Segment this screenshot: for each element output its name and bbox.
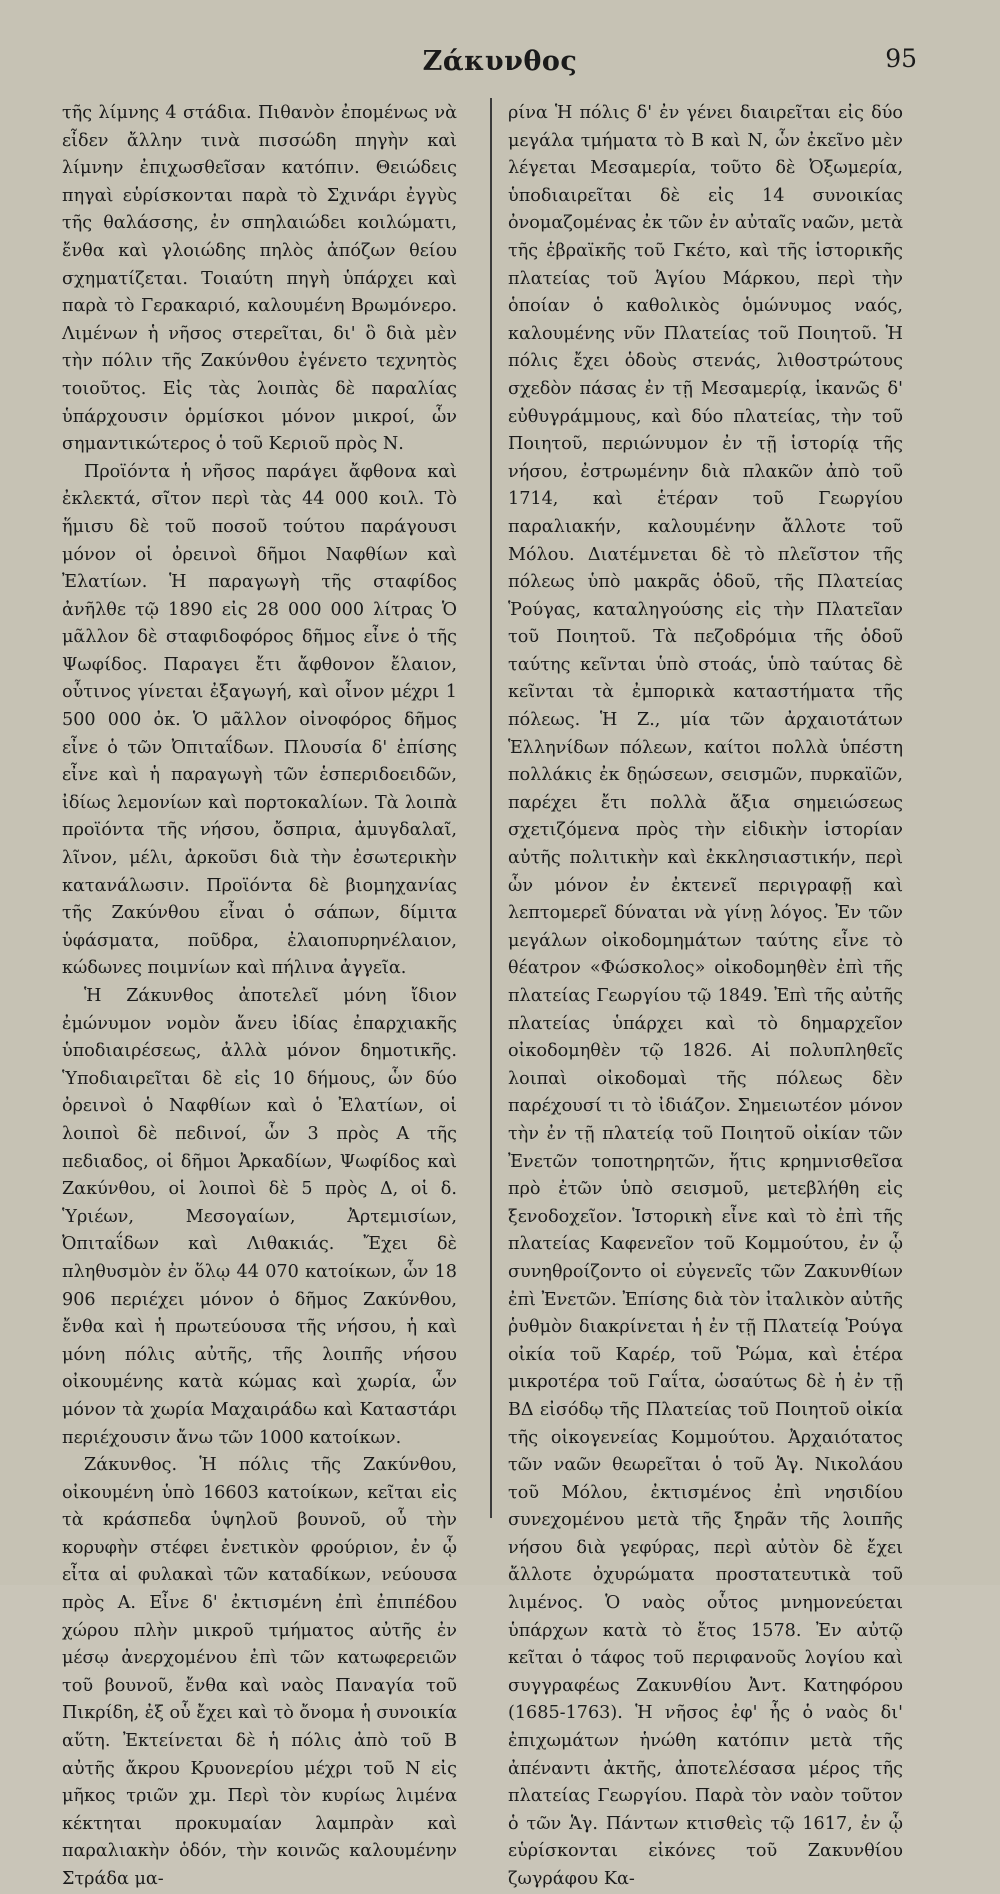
paragraph: ρίνα Ἡ πόλις δ' ἐν γένει διαιρεῖται εἰς δύο μεγάλα τμήματα τὸ Β καὶ Ν, ὧν ἐκεῖνο μὲν λέγεται Μεσαμερία, τοῦτο δὲ Ὀξωμερία, ὑποδιαιρεῖται δὲ εἰς 14 συνοικίας ὀνομαζομένας ἐκ τῶν ἐν αὐταῖς ναῶν, μετὰ τῆς ἑβραϊκῆς τοῦ Γκέτο, καὶ τῆς ἱστορικῆς πλατείας τοῦ Ἁγίου Μάρκου, περὶ τὴν ὁποίαν ὁ καθολικὸς ὁμώνυμος ναός, καλουμένης νῦν Πλατείας τοῦ Ποιητοῦ. Ἡ πόλις ἔχει ὁδοὺς στενάς, λιθοστρώτους σχεδὸν πάσας ἐν τῇ Μεσαμερίᾳ, ἱκανῶς δ' εὐθυγράμμους, καὶ δύο πλατείας, τὴν τοῦ Ποιητοῦ, περιώνυμον ἐν τῇ ἱστορίᾳ τῆς νήσου, ἐστρωμένην διὰ πλακῶν ἀπὸ τοῦ 1714, καὶ ἑτέραν τοῦ Γεωργίου παραλιακήν, καλουμένην ἄλλοτε τοῦ Μόλου. Διατέμνεται δὲ τὸ πλεῖστον τῆς πόλεως ὑπὸ μακρᾶς ὁδοῦ, τῆς Πλατείας Ῥούγας, καταληγούσης εἰς τὴν Πλατεῖαν τοῦ Ποιητοῦ. Τὰ πεζοδρόμια τῆς ὁδοῦ ταύτης κεῖνται ὑπὸ στοάς, ὑπὸ ταύτας δὲ κεῖνται τὰ ἐμπορικὰ καταστήματα τῆς πόλεως. Ἡ Ζ., μία τῶν ἀρχαιοτάτων Ἑλληνίδων πόλεων, καίτοι πολλὰ ὑπέστη πολλάκις ἐκ δῃώσεων, σεισμῶν, πυρκαϊῶν, παρέχει ἔτι πολλὰ ἄξια σημειώσεως σχετιζόμενα πρὸς τὴν εἰδικὴν ἱστορίαν αὐτῆς πολιτικὴν καὶ ἐκκλησιαστικήν, περὶ ὧν μόνον ἐν ἐκτενεῖ περιγραφῇ καὶ λεπτομερεῖ δύναται νὰ γίνῃ λόγος. Ἐν τῶν μεγάλων οἰκοδομημάτων ταύτης εἶνε τὸ θέατρον «Φώσκολος» οἰκοδομηθὲν ἐπὶ τῆς πλατείας Γεωργίου τῷ 1849. Ἐπὶ τῆς αὐτῆς πλατείας ὑπάρχει καὶ τὸ δημαρχεῖον οἰκοδομηθὲν τῷ 1826. Αἱ πολυπληθεῖς λοιπαὶ οἰκοδομαὶ τῆς πόλεως δὲν παρέχουσί τι τὸ ἰδιάζον. Σημειωτέον μόνον τὴν ἐν τῇ πλατείᾳ τοῦ Ποιητοῦ οἰκίαν τῶν Ἐνετῶν τοποτηρητῶν, ἥτις κρημνισθεῖσα πρὸ ἐτῶν ὑπὸ σεισμοῦ, μετεβλήθη εἰς ξενοδοχεῖον. Ἱστορικὴ εἶνε καὶ τὸ ἐπὶ τῆς πλατείας Καφενεῖον τοῦ Κομμούτου, ἐν ᾧ συνηθροίζοντο οἱ εὐγενεῖς τῶν Ζακυνθίων ἐπὶ Ἐνετῶν. Ἐπίσης διὰ τὸν ἰταλικὸν αὐτῆς ῥυθμὸν διακρίνεται ἡ ἐν τῇ Πλατείᾳ Ῥούγα οἰκία τοῦ Καρέρ, τοῦ Ῥώμα, καὶ ἑτέρα μικροτέρα τοῦ Γαΐτα, ὡσαύτως δὲ ἡ ἐν τῇ ΒΔ εἰσόδῳ τῆς Πλατείας τοῦ Ποιητοῦ οἰκία τῆς οἰκογενείας Κομμούτου. Ἀρχαιότατος τῶν ναῶν θεωρεῖται ὁ τοῦ Ἁγ. Νικολάου τοῦ Μόλου, ἐκτισμένος ἐπὶ νησιδίου συνεχομένου μετὰ τῆς ξηρᾶν τῆς λοιπῆς νήσου διὰ γεφύρας, περὶ αὐτὸν δὲ ἔχει ἄλλοτε ὀχυρώματα προστατευτικὰ τοῦ λιμένος. Ὁ ναὸς οὗτος μνημονεύεται ὑπάρχων κατὰ τὸ ἔτος 1578. Ἐν αὐτῷ κεῖται ὁ τάφος τοῦ περιφανοῦς λογίου καὶ συγγραφέως Ζακυνθίου Ἀντ. Κατηφόρου (1685-1763). Ἡ νῆσος ἐφ' ἧς ὁ ναὸς δι' ἐπιχωμάτων ἡνώθη κατόπιν μετὰ τῆς ἀπέναντι ἀκτῆς, ἀποτελέσασα μέρος τῆς πλατείας Γεωργίου. Παρὰ τὸν ναὸν τοῦτον ὁ τῶν Ἁγ. Πάντων κτισθεὶς τῷ 1617, ἐν ᾧ εὑρίσκονται εἰκόνες τοῦ Ζακυνθίου ζωγράφου Κα- <box>508 103 903 1889</box>
left-column <box>62 100 457 1894</box>
paragraph: τῆς λίμνης 4 στάδια. Πιθανὸν ἐπομένως νὰ εἶδεν ἄλλην τινὰ πισσώδη πηγὴν καὶ λίμνην ἐπιχωσθεῖσαν κατόπιν. Θειώδεις πηγαὶ εὑρίσκονται παρὰ τὸ Σχινάρι ἐγγὺς τῆς θαλάσσης, ἐν σπηλαιώδει κοιλώματι, ἔνθα καὶ γλοιώδης πηλὸς ἀπόζων θείου σχηματίζεται. Τοιαύτη πηγὴ ὑπάρχει καὶ παρὰ τὸ Γερακαριό, καλουμένη Βρωμόνερο. Λιμένων ἡ νῆσος στερεῖται, δι' ὃ διὰ μὲν τὴν πόλιν τῆς Ζακύνθου ἐγένετο τεχνητὸς τοιοῦτος. Εἰς τὰς λοιπὰς δὲ παραλίας ὑπάρχουσιν ὁρμίσκοι μόνον μικροί, ὧν σημαντικώτερος ὁ τοῦ Κεριοῦ πρὸς Ν. <box>62 103 457 455</box>
paragraph: Ἡ Ζάκυνθος ἀποτελεῖ μόνη ἴδιον ἐμώνυμον νομὸν ἄνευ ἰδίας ἐπαρχιακῆς ὑποδιαιρέσεως, ἀλλὰ μόνον δημοτικῆς. Ὑποδιαιρεῖται δὲ εἰς 10 δήμους, ὧν δύο ὀρεινοὶ ὁ Ναφθίων καὶ ὁ Ἐλατίων, οἱ λοιποὶ δὲ πεδινοί, ὧν 3 πρὸς Α τῆς πεδιαδος, οἱ δῆμοι Ἀρκαδίων, Ψωφίδος καὶ Ζακύνθου, οἱ λοιποὶ δὲ 5 πρὸς Δ, οἱ δ. Ὑριέων, Μεσογαίων, Ἀρτεμισίων, Ὀπιταΐδων καὶ Λιθακιάς. Ἔχει δὲ πληθυσμὸν ἐν ὅλῳ 44 070 κατοίκων, ὧν 18 906 περιέχει μόνον ὁ δῆμος Ζακύνθου, ἔνθα καὶ ἡ πρωτεύουσα τῆς νήσου, ἡ καὶ μόνη πόλις αὐτῆς, τῆς λοιπῆς νήσου οἰκουμένης κατὰ κώμας καὶ χωρία, ὧν μόνον τὰ χωρία Μαχαιράδω καὶ Καταστάρι περιέχουσιν ἄνω τῶν 1000 κατοίκων. <box>62 986 457 1448</box>
paragraph: Προϊόντα ἡ νῆσος παράγει ἄφθονα καὶ ἐκλεκτά, σῖτον περὶ τὰς 44 000 κοιλ. Τὸ ἥμισυ δὲ τοῦ ποσοῦ τούτου παράγουσι μόνον οἱ ὀρεινοὶ δῆμοι Ναφθίων καὶ Ἐλατίων. Ἡ παραγωγὴ τῆς σταφίδος ἀνῆλθε τῷ 1890 εἰς 28 000 000 λίτρας Ὁ μᾶλλον δὲ σταφιδοφόρος δῆμος εἶνε ὁ τῆς Ψωφίδος. Παραγει ἔτι ἄφθονον ἔλαιον, οὗτινος γίνεται ἐξαγωγή, καὶ οἶνον μέχρι 1 500 000 ὀκ. Ὁ μᾶλλον οἰνοφόρος δῆμος εἶνε ὁ τῶν Ὀπιταΐδων. Πλουσία δ' ἐπίσης εἶνε καὶ ἡ παραγωγὴ τῶν ἑσπεριδοειδῶν, ἰδίως λεμονίων καὶ πορτοκαλίων. Τὰ λοιπὰ προϊόντα τῆς νήσου, ὄσπρια, ἀμυγδαλαῖ, λῖνον, μέλι, ἀρκοῦσι διὰ τὴν ἐσωτερικὴν κατανάλωσιν. Προϊόντα δὲ βιομηχανίας τῆς Ζακύνθου εἶναι ὁ σάπων, δίμιτα ὑφάσματα, ποῦδρα, ἐλαιοπυρηνέλαιον, κώδωνες ποιμνίων καὶ πήλινα ἀγγεῖα. <box>62 461 457 979</box>
page-number: 95 <box>885 44 917 73</box>
paragraph: Ζάκυνθος. Ἡ πόλις τῆς Ζακύνθου, οἰκουμένη ὑπὸ 16603 κατοίκων, κεῖται εἰς τὰ κράσπεδα ὑψηλοῦ βουνοῦ, οὗ τὴν κορυφὴν στέφει ἐνετικὸν φρούριον, ἐν ᾧ εἶτα αἱ φυλακαὶ τῶν καταδίκων, νεύουσα πρὸς Α. Εἶνε δ' ἐκτισμένη ἐπὶ ἐπιπέδου χώρου πλὴν μικροῦ τμήματος αὐτῆς ἐν μέσῳ ἀνερχομένου ἐπὶ τῶν κατωφερειῶν τοῦ βουνοῦ, ἔνθα καὶ ναὸς Παναγία τοῦ Πικρίδη, ἐξ οὗ ἔχει καὶ τὸ ὄνομα ἡ συνοικία αὕτη. Ἐκτείνεται δὲ ἡ πόλις ἀπὸ τοῦ Β αὐτῆς ἄκρου Κρυονερίου μέχρι τοῦ Ν εἰς μῆκος τριῶν χμ. Περὶ τὸν κυρίως λιμένα κέκτηται προκυμαίαν λαμπρὰν καὶ παραλιακὴν ὁδόν, τὴν κοινῶς καλουμένην Στράδα μα- <box>62 1455 457 1889</box>
running-title: Ζάκυνθος <box>422 46 578 77</box>
column-divider <box>490 98 492 1518</box>
right-column <box>508 100 903 1894</box>
page-header <box>0 42 1000 82</box>
